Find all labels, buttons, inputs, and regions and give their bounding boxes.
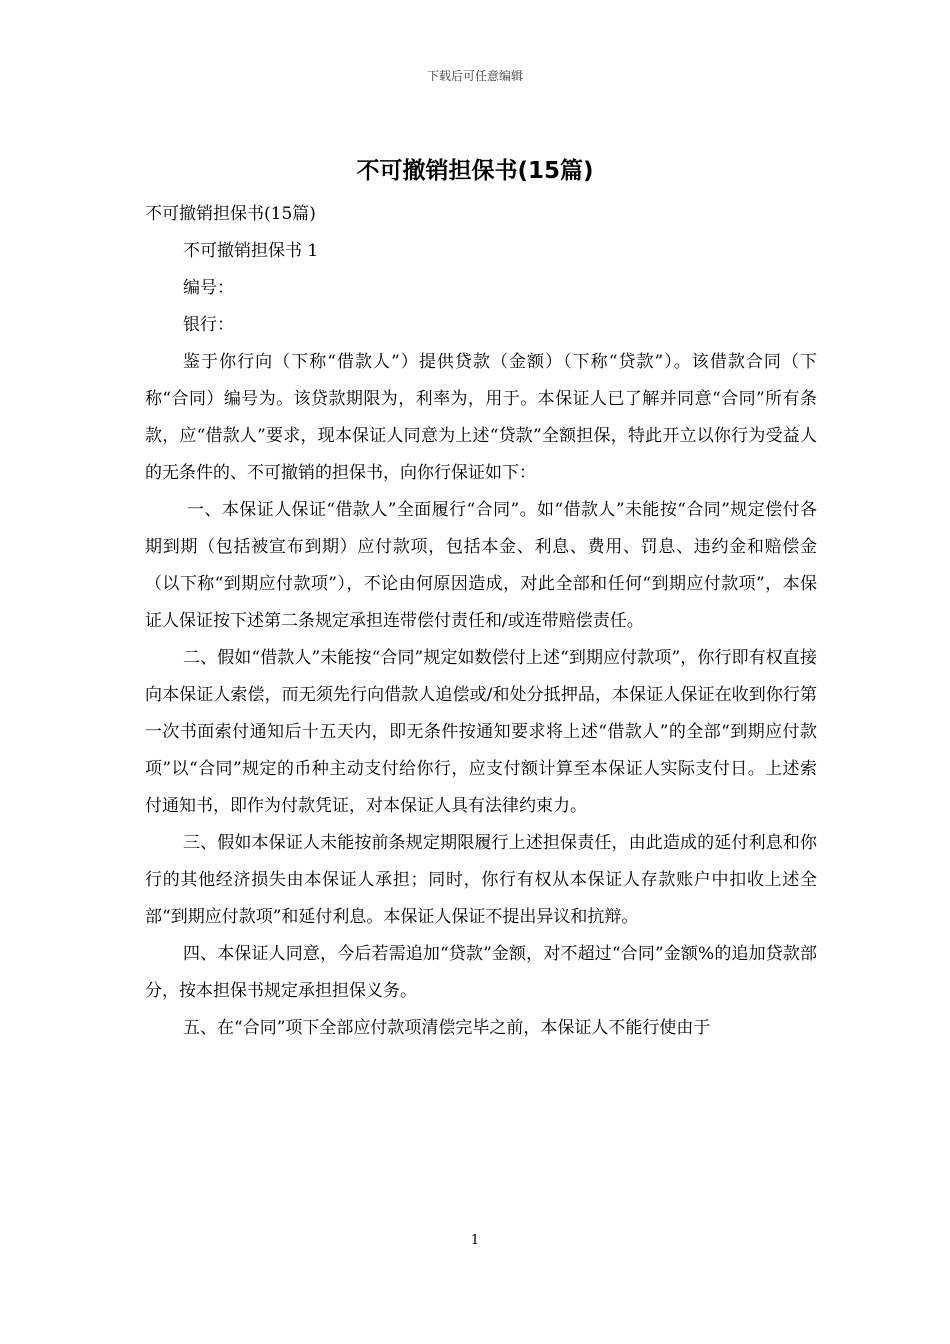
paragraph-clause-5: 五、在“合同”项下全部应付款项清偿完毕之前，本保证人不能行使由于 xyxy=(183,1018,711,1038)
page-number: 1 xyxy=(470,1233,480,1248)
number-label: 编号： xyxy=(183,278,234,298)
paragraph-clause-3: 三、假如本保证人未能按前条规定期限履行上述担保责任，由此造成的延付利息和你行的其他经济损失由本保证人承担；同时，你行有权从本保证人存款账户中扣收上述全部“到期应付款项”和延付利息。本保证人保证不提出异议和抗辩。 xyxy=(145,833,817,927)
section-heading: 不可撤销担保书 1 xyxy=(183,241,319,261)
subtitle-line: 不可撤销担保书(15篇) xyxy=(145,204,316,224)
paragraph-clause-2: 二、假如“借款人”未能按“合同”规定如数偿付上述“到期应付款项”，你行即有权直接向本保证人索偿，而无须先行向借款人追偿或/和处分抵押品，本保证人保证在收到你行第一次书面索付通知后十五天内，即无条件按通知要求将上述“借款人”的全部“到期应付款项”以“合同”规定的币种主动支付给你行，应支付额计算至本保证人实际支付日。上述索付通知书，即作为付款凭证，对本保证人具有法律约束力。 xyxy=(145,648,817,816)
paragraph-clause-4: 四、本保证人同意，今后若需追加“贷款”金额，对不超过“合同”金额%的追加贷款部分，按本担保书规定承担担保义务。 xyxy=(145,944,817,1001)
header-note: 下载后可任意编辑 xyxy=(426,69,523,83)
document-body xyxy=(145,196,817,1047)
document-title: 不可撤销担保书(15篇) xyxy=(356,158,594,184)
paragraph-clause-1: 一、本保证人保证“借款人”全面履行“合同”。如“借款人”未能按“合同”规定偿付各期到期（包括被宣布到期）应付款项，包括本金、利息、费用、罚息、违约金和赔偿金（以下称“到期应付款项”），不论由何原因造成，对此全部和任何“到期应付款项”，本保证人保证按下述第二条规定承担连带偿付责任和/或连带赔偿责任。 xyxy=(145,500,817,631)
bank-label: 银行： xyxy=(183,315,234,335)
paragraph-preamble: 鉴于你行向（下称“借款人”）提供贷款（金额）（下称“贷款”）。该借款合同（下称“合同）编号为。该贷款期限为，利率为，用于。本保证人已了解并同意“合同”所有条款，应“借款人”要求，现本保证人同意为上述“贷款”全额担保，特此开立以你行为受益人的无条件的、不可撤销的担保书，向你行保证如下： xyxy=(145,352,817,483)
